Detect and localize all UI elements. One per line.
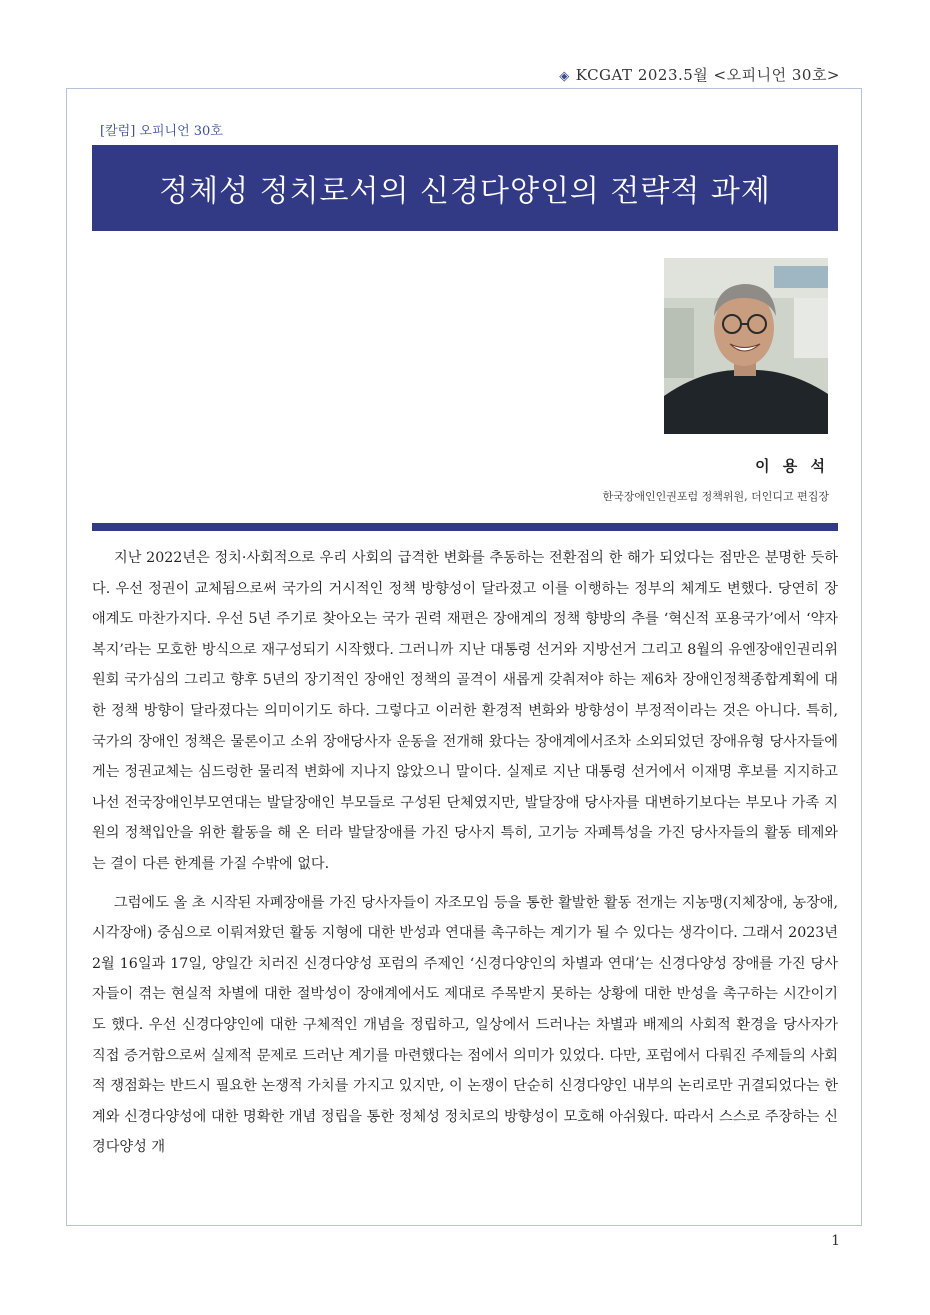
paragraph: 그럼에도 올 초 시작된 자폐장애를 가진 당사자들이 자조모임 등을 통한 활발한 활동 전개는 지농맹(지체장애, 농장애, 시각장애) 중심으로 이뤄져왔던 활동 지형에 대한 반성과 연대를 촉구하는 계기가 될 수 있다는 생각이다. 그래서 2023년 2월 16일과 17일, 양일간 치러진 신경다양성 포럼의 주제인 ‘신경다양인의 차별과 연대’는 신경다양성 장애를 가진 당사자들이 겪는 현실적 차별에 대한 절박성이 장애계에서도 제대로 주목받지 못하는 상황에 대한 반성을 촉구하는 시간이기도 했다. 우선 신경다양인에 대한 구체적인 개념을 정립하고, 일상에서 드러나는 차별과 배제의 사회적 환경을 당사자가 직접 증거함으로써 실제적 문제로 드러난 계기를 마련했다는 점에서 의미가 있었다. 다만, 포럼에서 다뤄진 주제들의 사회적 쟁점화는 반드시 필요한 논쟁적 가치를 가지고 있지만, 이 논쟁이 단순히 신경다양인 내부의 논리로만 귀결되었다는 한계와 신경다양성에 대한 명확한 개념 정립을 통한 정체성 정치로의 방향성이 모호해 아쉬웠다. 따라서 스스로 주장하는 신경다양성 개 bbox=[92, 894, 838, 1156]
page-number: 1 bbox=[831, 1233, 840, 1249]
divider bbox=[92, 523, 838, 531]
article-title: 정체성 정치로서의 신경다양인의 전략적 과제 bbox=[159, 174, 771, 209]
journal-label: KCGAT 2023.5월 <오피니언 30호> bbox=[575, 66, 840, 84]
category-label: [칼럼] 오피니언 30호 bbox=[100, 124, 223, 139]
title-banner bbox=[92, 145, 838, 231]
page-header bbox=[559, 64, 840, 85]
author-affiliation: 한국장애인인권포럼 정책위원, 더인디고 편집장 bbox=[602, 490, 829, 503]
author-photo bbox=[664, 258, 828, 434]
article-body bbox=[92, 543, 838, 1171]
author-name: 이 용 석 bbox=[755, 457, 829, 475]
diamond-bullet-icon: ◈ bbox=[559, 69, 570, 84]
paragraph: 지난 2022년은 정치·사회적으로 우리 사회의 급격한 변화를 추동하는 전환점의 한 해가 되었다는 점만은 분명한 듯하다. 우선 정권이 교체됨으로써 국가의 거시적인 정책 방향성이 달라졌고 이를 이행하는 정부의 체계도 변했다. 당연히 장애계도 마찬가지다. 우선 5년 주기로 찾아오는 국가 권력 재편은 장애계의 정책 향방의 추를 ‘혁신적 포용국가’에서 ‘약자 복지’라는 모호한 방식으로 재구성되기 시작했다. 그러니까 지난 대통령 선거와 지방선거 그리고 8월의 유엔장애인권리위원회 국가심의 그리고 향후 5년의 장기적인 장애인 정책의 골격이 새롭게 갖춰져야 하는 제6차 장애인정책종합계획에 대한 정책 방향이 달라졌다는 의미이기도 하다. 그렇다고 이러한 환경적 변화와 방향성이 부정적이라는 것은 아니다. 특히, 국가의 장애인 정책은 물론이고 소위 장애당사자 운동을 전개해 왔다는 장애계에서조차 소외되었던 장애유형 당사자들에게는 정권교체는 심드렁한 물리적 변화에 지나지 않았으니 말이다. 실제로 지난 대통령 선거에서 이재명 후보를 지지하고 나선 전국장애인부모연대는 발달장애인 부모들로 구성된 단체였지만, 발달장애 당사자를 대변하기보다는 부모나 가족 지원의 정책입안을 위한 활동을 해 온 터라 발달장애를 가진 당사지 특히, 고기능 자폐특성을 가진 당사자들의 활동 테제와는 결이 다른 한계를 가질 수밖에 없다. bbox=[92, 550, 838, 872]
